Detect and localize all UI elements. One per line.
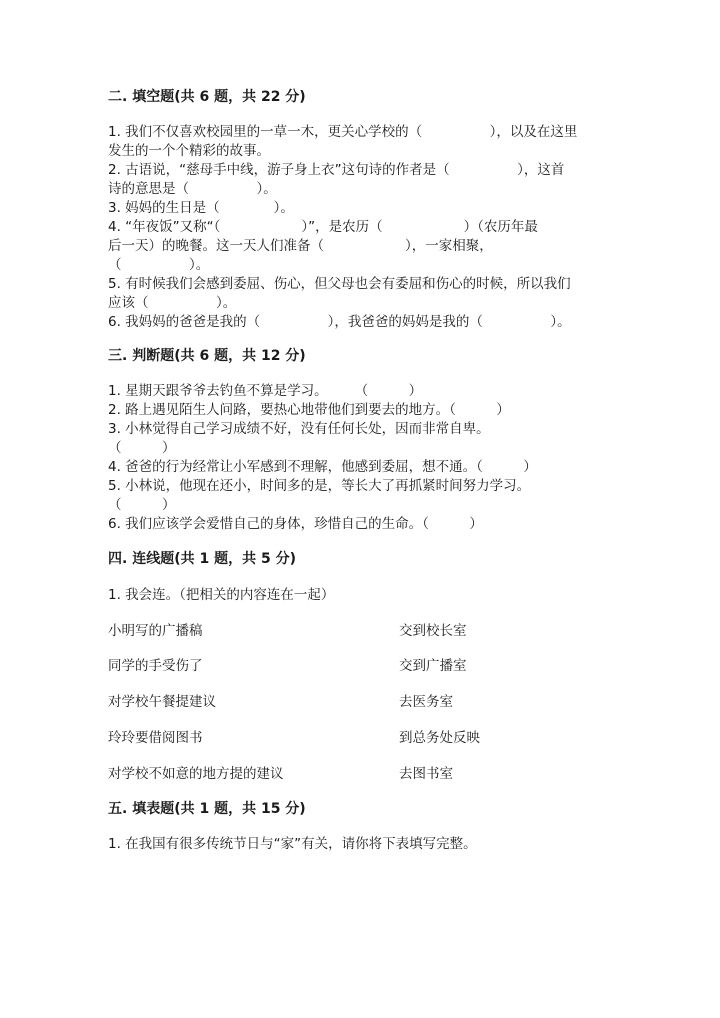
judge-line: 6. 我们应该学会爱惜自己的身体，珍惜自己的生命。（ ） bbox=[108, 516, 483, 532]
match-left-item: 同学的手受伤了 bbox=[108, 658, 203, 674]
match-left-item: 对学校午餐提建议 bbox=[108, 694, 216, 710]
match-left-item: 小明写的广播稿 bbox=[108, 623, 203, 639]
section-heading-table: 五. 填表题(共 1 题，共 15 分) bbox=[108, 801, 306, 817]
section-heading-fill-in: 二. 填空题(共 6 题，共 22 分) bbox=[108, 89, 306, 105]
fill-in-line: 6. 我妈妈的爸爸是我的（ ），我爸爸的妈妈是我的（ ）。 bbox=[108, 314, 571, 330]
match-left-item: 玲玲要借阅图书 bbox=[108, 730, 203, 746]
fill-in-line: 5. 有时候我们会感到委屈、伤心，但父母也会有委屈和伤心的时候，所以我们 bbox=[108, 276, 571, 292]
judge-line: （ ） bbox=[108, 497, 176, 513]
judge-line: 4. 爸爸的行为经常让小军感到不理解，他感到委屈，想不通。（ ） bbox=[108, 459, 537, 475]
fill-in-line: 应该（ ）。 bbox=[108, 295, 237, 311]
table-question: 1. 在我国有很多传统节日与“家”有关，请你将下表填写完整。 bbox=[108, 836, 477, 852]
fill-in-line: 2. 古语说，“慈母手中线，游子身上衣”这句诗的作者是（ ），这首 bbox=[108, 162, 565, 178]
match-left-item: 对学校不如意的地方提的建议 bbox=[108, 766, 284, 782]
match-right-item: 去图书室 bbox=[399, 766, 453, 782]
judge-line: 5. 小林说，他现在还小，时间多的是，等长大了再抓紧时间努力学习。 bbox=[108, 478, 531, 494]
fill-in-line: 发生的一个个精彩的故事。 bbox=[108, 143, 270, 159]
match-right-item: 去医务室 bbox=[399, 694, 453, 710]
fill-in-line: 4. “年夜饭”又称“（ ）”，是农历（ ）（农历年最 bbox=[108, 219, 538, 235]
fill-in-line: 诗的意思是（ ）。 bbox=[108, 181, 277, 197]
fill-in-line: 3. 妈妈的生日是（ ）。 bbox=[108, 200, 294, 216]
fill-in-line: 1. 我们不仅喜欢校园里的一草一木，更关心学校的（ ），以及在这里 bbox=[108, 124, 578, 140]
judge-line: 3. 小林觉得自己学习成绩不好，没有任何长处，因而非常自卑。 bbox=[108, 421, 490, 437]
match-right-item: 到总务处反映 bbox=[399, 730, 480, 746]
match-right-item: 交到广播室 bbox=[399, 658, 467, 674]
judge-line: 1. 星期天跟爷爷去钓鱼不算是学习。 （ ） bbox=[108, 383, 423, 399]
judge-line: （ ） bbox=[108, 440, 176, 456]
match-right-item: 交到校长室 bbox=[399, 623, 467, 639]
section-heading-match: 四. 连线题(共 1 题，共 5 分) bbox=[108, 551, 296, 567]
match-question: 1. 我会连。（把相关的内容连在一起） bbox=[108, 587, 335, 603]
section-heading-judge: 三. 判断题(共 6 题，共 12 分) bbox=[108, 348, 306, 364]
fill-in-line: 后一天）的晚餐。这一天人们准备（ ），一家相聚， bbox=[108, 238, 493, 254]
fill-in-line: （ ）。 bbox=[108, 257, 210, 273]
judge-line: 2. 路上遇见陌生人问路，要热心地带他们到要去的地方。（ ） bbox=[108, 402, 510, 418]
